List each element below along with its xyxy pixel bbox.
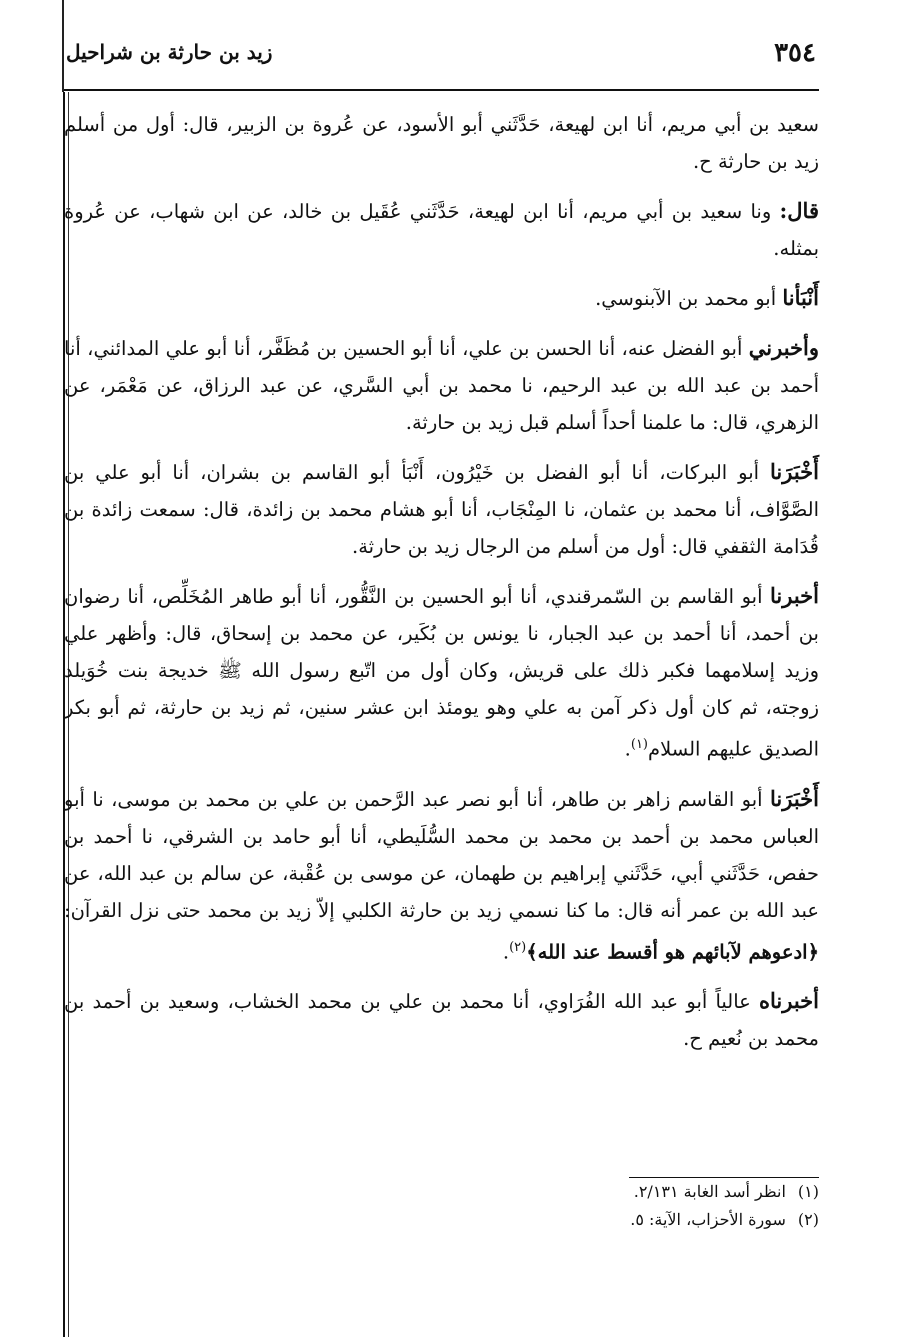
- paragraph: [64, 453, 819, 565]
- paragraph-lead: أخبرناه: [759, 988, 819, 1013]
- footnote-ref: (١): [630, 737, 648, 752]
- paragraph: [64, 279, 819, 317]
- footnotes: [330, 1178, 819, 1234]
- paragraph-text: ونا سعيد بن أبي مريم، أنا ابن لهيعة، حَدَّثَني عُقَيل بن خالد، عن ابن شهاب، عن عُروة بمثله.: [64, 200, 819, 260]
- paragraph-text: سعيد بن أبي مريم، أنا ابن لهيعة، حَدَّثَني أبو الأسود، عن عُروة بن الزبير، قال: أول من أسلم زيد بن حارثة ح.: [64, 113, 819, 173]
- paragraph-lead: قال:: [779, 198, 819, 223]
- running-title: زيد بن حارثة بن شراحيل: [66, 40, 273, 64]
- page-header: [64, 38, 816, 88]
- footnote-number: (٢): [797, 1210, 819, 1229]
- paragraph-text: أبو محمد بن الآبنوسي.: [595, 287, 783, 310]
- footnote-ref: (٢): [509, 939, 527, 955]
- paragraph-text: أبو الفضل عنه، أنا الحسن بن علي، أنا أبو الحسين بن مُظَفَّر، أنا أبو علي المدائني، أنا أحمد بن عبد الله بن عبد الرحيم، نا محمد بن أبي السَّري، عن عبد الرزاق، عن مَعْمَر، عن الزهري، قال: ما علمنا أحداً أسلم قبل زيد بن حارثة.: [64, 337, 819, 434]
- paragraph-text: أبو القاسم زاهر بن طاهر، أنا أبو نصر عبد الرَّحمن بن علي بن محمد بن موسى، نا أبو العباس محمد بن أحمد بن محمد بن محمد السُّلَيطي، أنا أبو حامد بن الشرقي، نا أحمد بن حفص، حَدَّثَني أبي، حَدَّثَني إبراهيم بن طهمان، عن موسى بن عُقْبة، عن سالم بن عبد الله، عن عبد الله بن عمر أنه قال: ما كنا نسمي زيد بن حارثة الكلبي إلاّ زيد بن محمد حتى نزل القرآن:: [64, 787, 819, 922]
- header-rule: [64, 89, 819, 91]
- paragraph-lead: أخبرنا: [770, 583, 819, 608]
- paragraph: [64, 982, 819, 1057]
- paragraph: [64, 780, 819, 971]
- page-number: ٣٥٤: [774, 38, 816, 68]
- paragraph: [64, 192, 819, 267]
- footnote-number: (١): [797, 1182, 819, 1201]
- paragraph-lead: أَنْبَأنا: [782, 285, 819, 310]
- quran-quote: ﴿ادعوهم لآبائهم هو أقسط عند الله﴾: [526, 940, 819, 963]
- main-text: [64, 106, 819, 1187]
- paragraph: [64, 577, 819, 768]
- footnote: [330, 1206, 819, 1234]
- footnote-text: سورة الأحزاب، الآية: ٥.: [630, 1210, 786, 1229]
- footnote: [330, 1178, 819, 1206]
- paragraph-text: أبو البركات، أنا أبو الفضل بن خَيْرُون، أَنْبَأ أبو القاسم بن بشران، أنا أبو علي بن الصَّوَّاف، أنا محمد بن عثمان، نا المِنْجَاب، أنا أبو هشام محمد بن زائدة، قال: سمعت زائدة بن قُدَامة الثقفي قال: أول من أسلم من الرجال زيد بن حارثة.: [64, 461, 819, 558]
- paragraph-tail: .: [502, 940, 510, 963]
- paragraph-lead: أَخْبَرَنا: [770, 785, 819, 811]
- paragraph-lead: أَخْبَرَنا: [770, 459, 819, 484]
- paragraph-text: أبو القاسم بن السّمرقندي، أنا أبو الحسين بن النَّقُّور، أنا أبو طاهر المُخَلِّص، أنا رضوان بن أحمد، أنا أحمد بن عبد الجبار، نا يونس بن بُكَير، عن محمد بن إسحاق، قال: وأظهر علي وزيد إسلامهما فكبر ذلك على قريش، وكان أول من اتّبع رسول الله ﷺ خديجة بنت خُوَيلد زوجته، ثم كان أول ذكر آمن به علي وهو يومئذ ابن عشر سنين، ثم زيد بن حارثة، ثم أبو بكر الصديق عليهم السلام: [64, 585, 819, 761]
- paragraph-lead: وأخبرني: [748, 335, 819, 360]
- paragraph: [64, 106, 819, 180]
- paragraph-text: عالياً أبو عبد الله الفُرَاوي، أنا محمد بن علي بن محمد الخشاب، وسعيد بن أحمد بن محمد بن نُعيم ح.: [64, 990, 819, 1050]
- paragraph-tail: .: [624, 737, 631, 761]
- footnote-text: انظر أسد الغابة ٢/١٣١.: [633, 1182, 786, 1201]
- paragraph: [64, 329, 819, 441]
